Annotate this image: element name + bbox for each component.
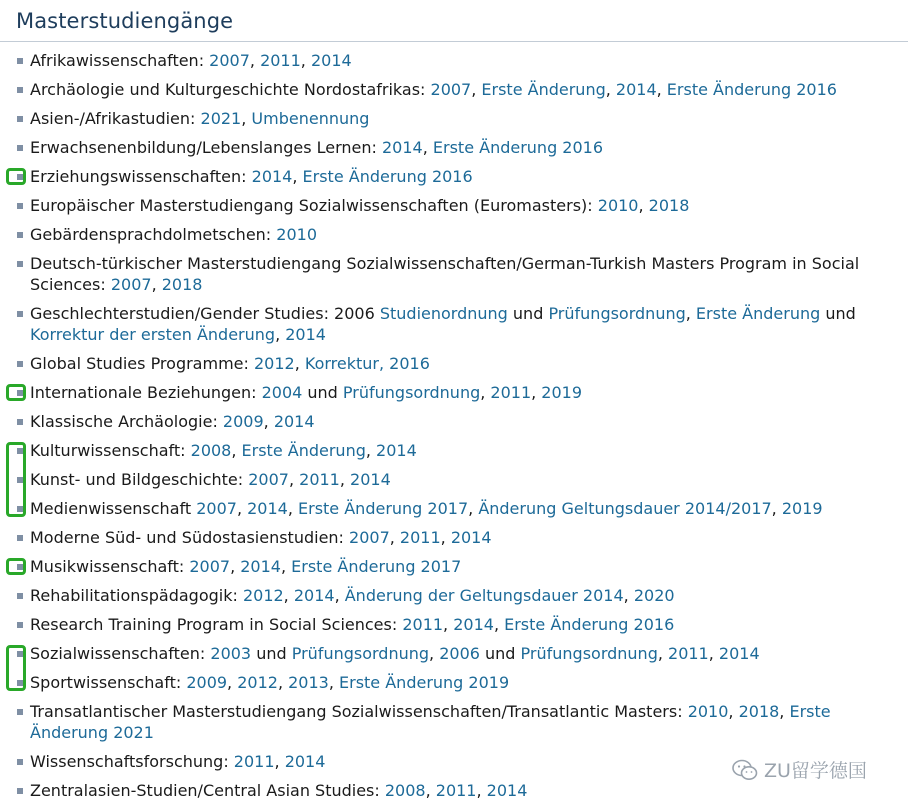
program-item (0, 382, 908, 403)
watermark (732, 756, 867, 783)
bullet-icon (17, 116, 23, 122)
document-link[interactable]: 2014 (310, 51, 352, 70)
document-link[interactable]: Prüfungsordnung (548, 304, 686, 323)
program-text: , (287, 499, 298, 518)
program-item (0, 527, 908, 548)
document-link[interactable]: 2011 (399, 528, 441, 547)
document-link[interactable]: 2004 (261, 383, 303, 402)
program-text: , (230, 557, 241, 576)
program-list (0, 50, 908, 809)
bullet-icon (17, 58, 23, 64)
document-link[interactable]: 2014 (376, 441, 417, 460)
document-link[interactable]: Erste Änderung 2019 (339, 673, 510, 692)
document-link[interactable]: Erste Änderung 2021 (30, 702, 831, 742)
document-link[interactable]: 2019 (541, 383, 583, 402)
document-link[interactable]: 2011 (260, 51, 301, 70)
program-text: Erziehungswissenschaften: (30, 167, 252, 186)
bullet-icon (17, 593, 23, 599)
program-text: Europäischer Masterstudiengang Sozialwissenschaften (Euromasters): (30, 196, 598, 215)
document-link[interactable]: 2011 (435, 781, 477, 800)
document-link[interactable]: Studienordnung (379, 304, 508, 323)
document-link[interactable]: 2014 (486, 781, 528, 800)
program-text: , (443, 615, 454, 634)
highlight-box (6, 645, 26, 691)
program-item (0, 498, 908, 519)
program-text: , (288, 470, 300, 489)
program-item (0, 303, 908, 345)
document-link[interactable]: Erste Änderung (241, 441, 366, 460)
program-text: , (493, 615, 505, 634)
program-item (0, 224, 908, 245)
document-link[interactable]: 2014 (718, 644, 760, 663)
program-text: Erwachsenenbildung/Lebenslanges Lernen: (30, 138, 382, 157)
document-link[interactable]: 2014 (247, 499, 288, 518)
document-link[interactable]: 2012 (253, 354, 295, 373)
bullet-icon (17, 203, 23, 209)
program-text: , (685, 304, 696, 323)
program-item (0, 556, 908, 577)
document-link[interactable]: 2014 (273, 412, 315, 431)
document-link[interactable]: Prüfungsordnung (520, 644, 658, 663)
program-text: Kulturwissenschaft: (30, 441, 191, 460)
document-link[interactable]: 2014 (240, 557, 281, 576)
document-link[interactable]: 2010 (597, 196, 639, 215)
highlight-box (6, 442, 26, 517)
document-link[interactable]: 2011 (668, 644, 709, 663)
program-text: , (476, 781, 487, 800)
bullet-icon (17, 311, 23, 317)
title-divider (0, 41, 908, 42)
document-link[interactable]: 2018 (738, 702, 780, 721)
document-link[interactable]: 2009 (186, 673, 228, 692)
program-text: , (389, 528, 400, 547)
program-item (0, 108, 908, 129)
program-item (0, 440, 908, 461)
document-link[interactable]: 2009 (222, 412, 264, 431)
document-link[interactable]: Erste Änderung (481, 80, 606, 99)
document-link[interactable]: 2006 (439, 644, 480, 663)
program-text: , (657, 644, 669, 663)
bullet-icon (17, 788, 23, 794)
program-text: und (479, 644, 521, 663)
program-text: Afrikawissenschaften: (30, 51, 210, 70)
program-item (0, 50, 908, 71)
program-text: , (468, 499, 479, 518)
document-link[interactable]: 2019 (781, 499, 823, 518)
program-item (0, 585, 908, 606)
program-text: Moderne Süd- und Südostasienstudien: (30, 528, 350, 547)
program-text: , (779, 702, 790, 721)
document-link[interactable]: 2014 (251, 167, 293, 186)
document-link[interactable]: 2008 (384, 781, 426, 800)
document-link[interactable]: 2014 (615, 80, 657, 99)
program-text: und (820, 304, 856, 323)
program-item (0, 79, 908, 100)
document-link[interactable]: Korrektur, 2016 (304, 354, 430, 373)
program-text: , (339, 470, 351, 489)
program-text: , (471, 80, 482, 99)
document-link[interactable]: 2021 (200, 109, 242, 128)
program-text: , (231, 441, 242, 460)
bullet-icon (17, 419, 23, 425)
program-item (0, 411, 908, 432)
program-text: , (334, 586, 345, 605)
program-text: , (605, 80, 616, 99)
program-text: , (292, 167, 303, 186)
document-link[interactable]: 2007 (189, 557, 231, 576)
program-text: , (440, 528, 451, 547)
program-item (0, 780, 908, 801)
program-text: Archäologie und Kulturgeschichte Nordostafrikas: (30, 80, 431, 99)
document-link[interactable]: 2018 (161, 275, 203, 294)
document-link[interactable]: 2011 (402, 615, 444, 634)
program-text: Geschlechterstudien/Gender Studies: 2006 (30, 304, 380, 323)
program-text: , (422, 138, 433, 157)
page-title: Masterstudiengänge (16, 9, 234, 33)
program-text: , (294, 354, 305, 373)
program-item (0, 195, 908, 216)
program-text: Asien-/Afrikastudien: (30, 109, 201, 128)
program-text: Klassische Archäologie: (30, 412, 223, 431)
program-text: , (275, 325, 286, 344)
program-text: Deutsch-türkischer Masterstudiengang Sozialwissenschaften/German-Turkish Masters Program in Social Sciences: (30, 254, 860, 294)
program-item (0, 643, 908, 664)
program-text: , (151, 275, 162, 294)
document-link[interactable]: Korrektur der ersten Änderung (30, 325, 276, 344)
program-item (0, 469, 908, 490)
program-text: und (251, 644, 292, 663)
document-link[interactable]: 2012 (242, 586, 284, 605)
program-text: , (280, 557, 292, 576)
document-link[interactable]: 2012 (237, 673, 278, 692)
bullet-icon (17, 145, 23, 151)
document-link[interactable]: Erste Änderung 2016 (302, 167, 473, 186)
program-text: , (328, 673, 339, 692)
program-text: , (425, 781, 436, 800)
document-link[interactable]: Erste Änderung 2016 (666, 80, 837, 99)
program-text: , (365, 441, 377, 460)
document-link[interactable]: 2003 (210, 644, 252, 663)
document-link[interactable]: 2018 (648, 196, 690, 215)
program-text: Global Studies Programme: (30, 354, 254, 373)
bullet-icon (17, 87, 23, 93)
document-link[interactable]: Prüfungsordnung (291, 644, 430, 663)
program-text: , (728, 702, 739, 721)
bullet-icon (17, 261, 23, 267)
program-text: Medienwissenschaft (30, 499, 197, 518)
program-text: Sozialwissenschaften: (30, 644, 211, 663)
program-text: Internationale Beziehungen: (30, 383, 262, 402)
program-item (0, 353, 908, 374)
program-item (0, 672, 908, 693)
program-text: Sportwissenschaft: (30, 673, 187, 692)
program-text: , (263, 412, 274, 431)
document-link[interactable]: 2010 (687, 702, 729, 721)
document-link[interactable]: 2007 (248, 470, 289, 489)
bullet-icon (17, 759, 23, 765)
program-text: Musikwissenschaft: (30, 557, 190, 576)
document-link[interactable]: 2014 (450, 528, 492, 547)
program-text: Zentralasien-Studien/Central Asian Studies: (30, 781, 385, 800)
document-link[interactable]: Erste Änderung 2016 (504, 615, 675, 634)
watermark-text: ZU留学德国 (764, 760, 867, 782)
program-item (0, 614, 908, 635)
document-link[interactable]: 2008 (190, 441, 232, 460)
document-link[interactable]: 2013 (288, 673, 329, 692)
document-link[interactable]: Erste Änderung 2017 (298, 499, 469, 518)
program-text: Transatlantischer Masterstudiengang Sozialwissenschaften/Transatlantic Masters: (30, 702, 688, 721)
program-text: , (656, 80, 667, 99)
highlight-box (6, 384, 26, 401)
document-link[interactable]: 2014 (285, 325, 326, 344)
bullet-icon (17, 709, 23, 715)
program-text: , (236, 499, 248, 518)
program-text: , (241, 109, 252, 128)
document-link[interactable]: 2011 (233, 752, 275, 771)
wechat-icon (732, 759, 758, 781)
highlight-box (6, 558, 26, 575)
program-text: Kunst- und Bildgeschichte: (30, 470, 249, 489)
document-link[interactable]: 2007 (209, 51, 250, 70)
bullet-icon (17, 622, 23, 628)
bullet-icon (17, 535, 23, 541)
document-link[interactable]: 2020 (633, 586, 675, 605)
program-text: Wissenschaftsforschung: (30, 752, 234, 771)
program-item (0, 137, 908, 158)
document-link[interactable]: 2014 (293, 586, 335, 605)
document-link[interactable]: 2014 (284, 752, 326, 771)
document-link[interactable]: 2010 (276, 225, 317, 244)
program-text: , (300, 51, 311, 70)
program-text: , (277, 673, 289, 692)
program-text: , (283, 586, 294, 605)
program-text: , (429, 644, 440, 663)
program-text: , (480, 383, 491, 402)
program-text: Research Training Program in Social Sciences: (30, 615, 403, 634)
program-item (0, 166, 908, 187)
program-item (0, 253, 908, 295)
program-text: , (638, 196, 649, 215)
document-link[interactable]: 2007 (349, 528, 390, 547)
document-link[interactable]: Erste Änderung 2017 (291, 557, 462, 576)
document-link[interactable]: Änderung Geltungsdauer 2014/2017 (478, 499, 772, 518)
program-text: , (708, 644, 719, 663)
program-text: , (623, 586, 634, 605)
document-link[interactable]: Änderung der Geltungsdauer 2014 (344, 586, 624, 605)
document-link[interactable]: Umbenennung (251, 109, 370, 128)
program-text: Rehabilitationspädagogik: (30, 586, 243, 605)
program-text: Gebärdensprachdolmetschen: (30, 225, 277, 244)
program-text: , (249, 51, 261, 70)
highlight-box (6, 168, 26, 185)
bullet-icon (17, 361, 23, 367)
document-link[interactable]: 2014 (453, 615, 494, 634)
program-text: , (227, 673, 238, 692)
program-text: , (531, 383, 542, 402)
document-link[interactable]: Prüfungsordnung (342, 383, 481, 402)
document-link[interactable]: 2007 (430, 80, 472, 99)
document-link[interactable]: Erste Änderung (695, 304, 821, 323)
bullet-icon (17, 232, 23, 238)
document-link[interactable]: 2011 (490, 383, 532, 402)
document-link[interactable]: 2007 (196, 499, 237, 518)
document-link[interactable]: 2014 (382, 138, 423, 157)
program-text: und (302, 383, 343, 402)
document-link[interactable]: 2007 (110, 275, 152, 294)
document-link[interactable]: 2011 (299, 470, 340, 489)
program-text: und (507, 304, 549, 323)
document-link[interactable]: 2014 (350, 470, 391, 489)
program-text: , (771, 499, 782, 518)
program-item (0, 701, 908, 743)
program-text: , (274, 752, 285, 771)
document-link[interactable]: Erste Änderung 2016 (432, 138, 604, 157)
